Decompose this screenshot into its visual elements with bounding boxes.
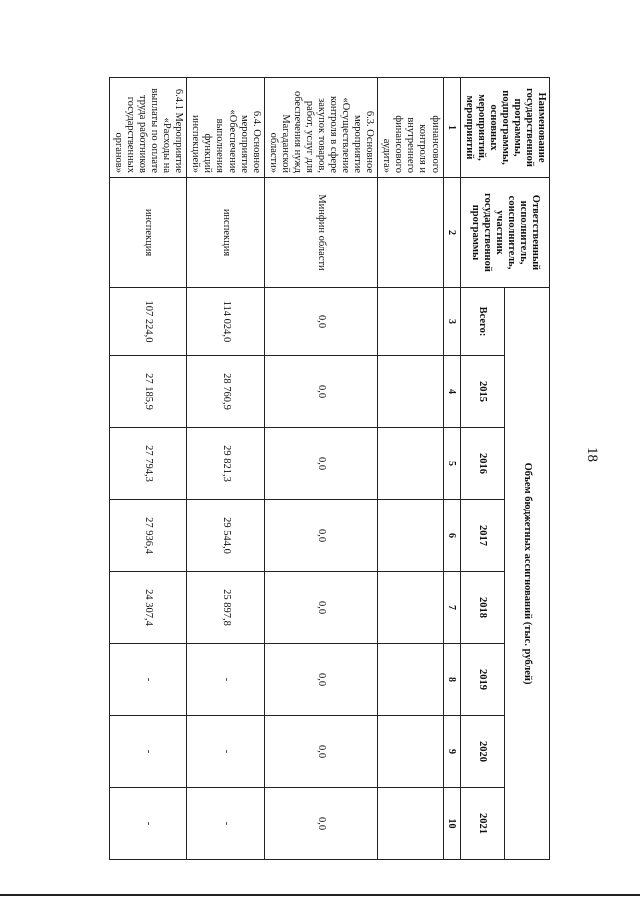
- row-value: 27 185,9: [109, 356, 186, 428]
- column-number: 6: [443, 500, 460, 572]
- column-number: 8: [443, 644, 460, 716]
- header-year: 2017: [460, 500, 505, 572]
- column-number: 3: [443, 288, 460, 356]
- bottom-rule: [0, 894, 640, 896]
- row-responsible: инспекция: [109, 178, 186, 288]
- row-value: 0,0: [264, 572, 378, 644]
- header-total: Всего:: [460, 288, 505, 356]
- row-value: [378, 288, 443, 356]
- column-number: 5: [443, 428, 460, 500]
- row-value: 28 760,9: [187, 356, 264, 428]
- row-value: [378, 716, 443, 788]
- row-value: -: [187, 716, 264, 788]
- row-name: 6.3. Основное мероприятие «Осуществление контроля в сфере закупок товаров, работ, услуг для обеспечения нужд Магаданской области»: [264, 78, 378, 178]
- row-value: [378, 572, 443, 644]
- column-number: 9: [443, 716, 460, 788]
- column-number: 7: [443, 572, 460, 644]
- budget-table: [109, 77, 550, 860]
- row-value: -: [187, 788, 264, 860]
- row-value: [378, 644, 443, 716]
- row-responsible: Минфин области: [264, 178, 378, 288]
- row-value: [378, 356, 443, 428]
- row-value: 0,0: [264, 356, 378, 428]
- row-value: 29 821,3: [187, 428, 264, 500]
- row-value: -: [109, 716, 186, 788]
- header-responsible: Ответственный исполнитель, соисполнитель, участник государственной программы: [460, 178, 549, 288]
- column-number-row: [443, 78, 460, 860]
- row-value: 0,0: [264, 644, 378, 716]
- row-value: 114 024,0: [187, 288, 264, 356]
- row-value: [378, 428, 443, 500]
- header-year: 2021: [460, 788, 505, 860]
- table-row: [264, 78, 378, 860]
- row-value: -: [187, 644, 264, 716]
- column-number: 4: [443, 356, 460, 428]
- header-year: 2018: [460, 572, 505, 644]
- column-number: 1: [443, 78, 460, 178]
- budget-table-rotated: [113, 77, 550, 859]
- row-value: 29 544,0: [187, 500, 264, 572]
- row-value: -: [109, 644, 186, 716]
- row-value: 107 224,0: [109, 288, 186, 356]
- row-value: 24 307,4: [109, 572, 186, 644]
- header-year: 2016: [460, 428, 505, 500]
- row-value: 27 794,3: [109, 428, 186, 500]
- row-value: 0,0: [264, 500, 378, 572]
- column-number: 10: [443, 788, 460, 860]
- row-name: 6.4. Основное мероприятие «Обеспечение выполнения функций инспекцией»: [187, 78, 264, 178]
- row-value: 25 897,8: [187, 572, 264, 644]
- header-year: 2020: [460, 716, 505, 788]
- table-row: [378, 78, 443, 860]
- row-value: 0,0: [264, 716, 378, 788]
- row-value: [378, 788, 443, 860]
- header-budget-group: Объем бюджетных ассигнований (тыс. рублей): [505, 288, 550, 860]
- column-number: 2: [443, 178, 460, 288]
- row-value: -: [109, 788, 186, 860]
- row-value: 0,0: [264, 428, 378, 500]
- row-value: [378, 500, 443, 572]
- header-name: Наименование государственной программы, подпрограммы, основных мероприятий, мероприятий: [460, 78, 549, 178]
- row-responsible: [378, 178, 443, 288]
- row-name: финансового контроля и внутреннего финансового аудита»: [378, 78, 443, 178]
- header-year: 2015: [460, 356, 505, 428]
- table-row: [109, 78, 186, 860]
- row-value: 27 936,4: [109, 500, 186, 572]
- header-row-1: [505, 78, 550, 860]
- row-responsible: инспекция: [187, 178, 264, 288]
- page-number: 18: [584, 447, 600, 462]
- table-row: [187, 78, 264, 860]
- row-value: 0,0: [264, 288, 378, 356]
- row-name: 6.4.1 Мероприятие «Расходы на выплаты по оплате труда работников государственных органов»: [109, 78, 186, 178]
- header-year: 2019: [460, 644, 505, 716]
- row-value: 0,0: [264, 788, 378, 860]
